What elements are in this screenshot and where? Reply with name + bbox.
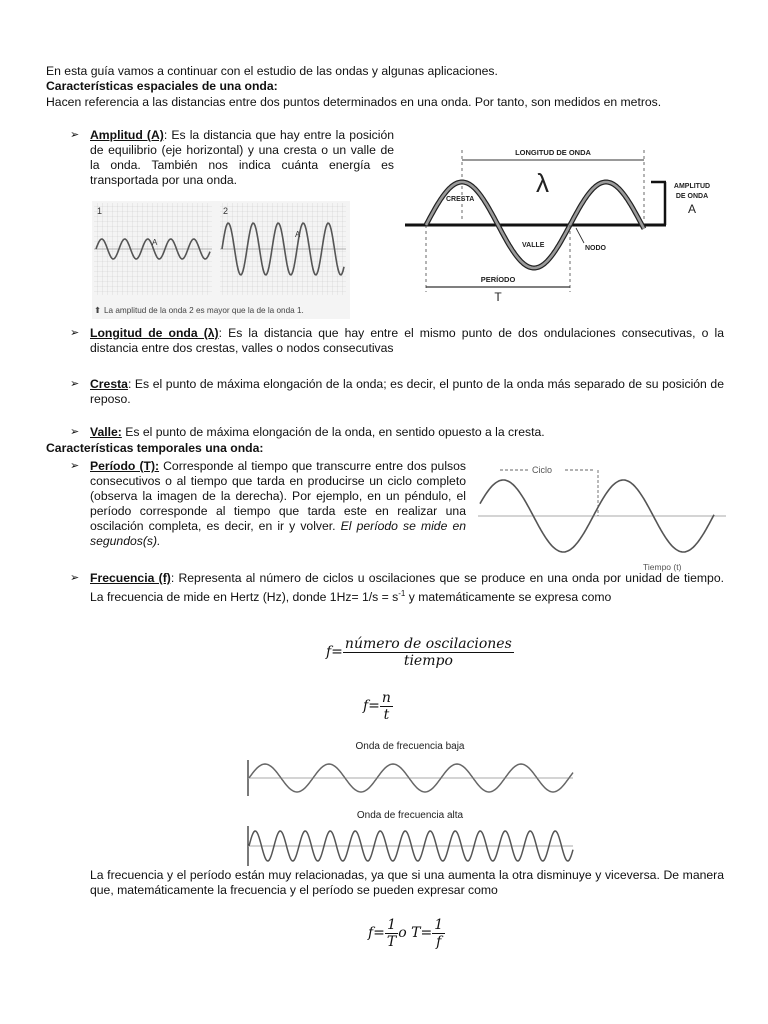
lambda-symbol: λ [536,168,549,198]
up-arrow-icon: ⬆ [94,305,102,315]
formula3-lhs: f= [368,925,385,941]
formula3-denominator-2: f [436,934,442,950]
wavelength-label: LONGITUD DE ONDA [515,148,591,157]
low-frequency-label: Onda de frecuencia baja [355,741,465,752]
formula1-lhs: f= [326,644,343,660]
graph-2-label: 2 [223,206,229,216]
cresta-text: : Es el punto de máxima elongación de la onda; es decir, el punto de la onda más separado de su posición de reposo. [90,377,724,406]
formula3-numerator-1: 1 [387,917,397,933]
spatial-heading: Características espaciales de una onda: [46,79,278,93]
frecuencia-term: Frecuencia (f) [90,571,171,585]
frequency-comparison-figure [245,738,575,868]
amplitud-text: : Es la distancia que hay entre la posición de equilibrio (eje horizontal) y una cresta o un valle de la onda. También nos indica cuánta energía es transportada por una onda. [90,128,395,187]
formula2-denominator: t [383,707,390,723]
bullet-arrow-icon: ➢ [70,129,80,141]
period-symbol: T [494,290,502,304]
formula3-denominator-1: T [386,934,397,950]
formula-frequency-symbols [363,690,393,723]
formula3-mid: o T= [398,925,433,941]
amplitud-term: Amplitud (A) [90,128,164,142]
spatial-intro: Hacen referencia a las distancias entre dos puntos determinados en una onda. Por tanto, son medidos en metros. [46,95,662,109]
cresta-label: CRESTA [446,196,475,203]
amplitude-symbol: A [687,202,697,216]
amplitude-label-2: DE ONDA [675,193,709,200]
time-axis-label: Tiempo (t) [643,562,682,572]
high-frequency-label: Onda de frecuencia alta [356,810,464,821]
bullet-arrow-icon: ➢ [70,572,80,584]
cresta-term: Cresta [90,377,128,391]
bullet-arrow-icon: ➢ [70,327,80,339]
longitud-term: Longitud de onda (λ) [90,326,219,340]
nodo-label: NODO [585,245,606,252]
bullet-arrow-icon: ➢ [70,426,80,438]
formula2-lhs: f= [363,698,380,714]
cycle-figure [478,462,728,577]
temporal-heading: Características temporales una onda: [46,441,264,455]
cycle-label: Ciclo [532,465,553,475]
longitud-text: : Es la distancia que hay entre el mismo punto de dos ondulaciones consecutivas, o la distancia entre dos crestas, valles o nodos consecutivas [90,326,724,355]
relation-paragraph: La frecuencia y el período están muy relacionadas, ya que si una aumenta la otra disminuye y viceversa. De manera que, matemáticamente la frecuencia y el período se pueden expresar como [90,868,724,897]
longitud-paragraph [90,326,724,356]
period-label: PERÍODO [480,275,516,284]
amplitude-caption: La amplitud de la onda 2 es mayor que la de la onda 1. [104,306,304,315]
valle-label: VALLE [522,242,545,249]
formula3-numerator-2: 1 [434,917,444,933]
periodo-paragraph [90,459,466,549]
intro-text: En esta guía vamos a continuar con el estudio de las ondas y algunas aplicaciones. [46,64,498,78]
bullet-arrow-icon: ➢ [70,378,80,390]
periodo-text: Corresponde al tiempo que transcurre entre dos pulsos consecutivos o al tiempo que tarda en producirse un ciclo completo (observa la imagen de la derecha). Por ejemplo, en un péndulo, el período corresponde al tiempo que tarda este en realizar una oscilación completa, es decir, en ir y volver. [90,459,466,533]
frecuencia-text: : Representa al número de ciclos u oscilaciones que se produce en una onda por unidad de tiempo. La frecuencia de mide en Hertz (Hz), donde 1Hz= 1/s = s [90,571,724,605]
valle-term: Valle: [90,425,122,439]
formula1-denominator: tiempo [403,653,453,669]
bullet-arrow-icon: ➢ [70,460,80,472]
formula2-numerator: n [381,690,391,706]
frecuencia-paragraph [90,571,724,605]
frecuencia-text-end: y matemáticamente se expresa como [405,590,612,605]
graph-1-label: 1 [97,206,103,216]
periodo-term: Período (T): [90,459,160,473]
amplitud-paragraph [90,128,394,188]
amplitude-label-1: AMPLITUD [673,183,711,190]
formula-frequency-period [368,917,445,950]
formula1-numerator: número de oscilaciones [344,636,512,652]
amplitude-comparison-figure [92,201,350,319]
formula-frequency-words [326,636,514,669]
amplitude-comparison-graph [92,201,350,319]
frecuencia-sup: -1 [398,589,406,598]
amp-a-label-1: A [152,238,158,247]
valle-text: Es el punto de máxima elongación de la onda, en sentido opuesto a la cresta. [121,425,545,439]
wave-anatomy-diagram [400,140,730,310]
cresta-paragraph [90,377,724,407]
valle-paragraph [90,425,724,440]
periodo-italic: El período se mide en segundos(s). [90,519,466,548]
amp-a-label-2: A [295,230,301,239]
